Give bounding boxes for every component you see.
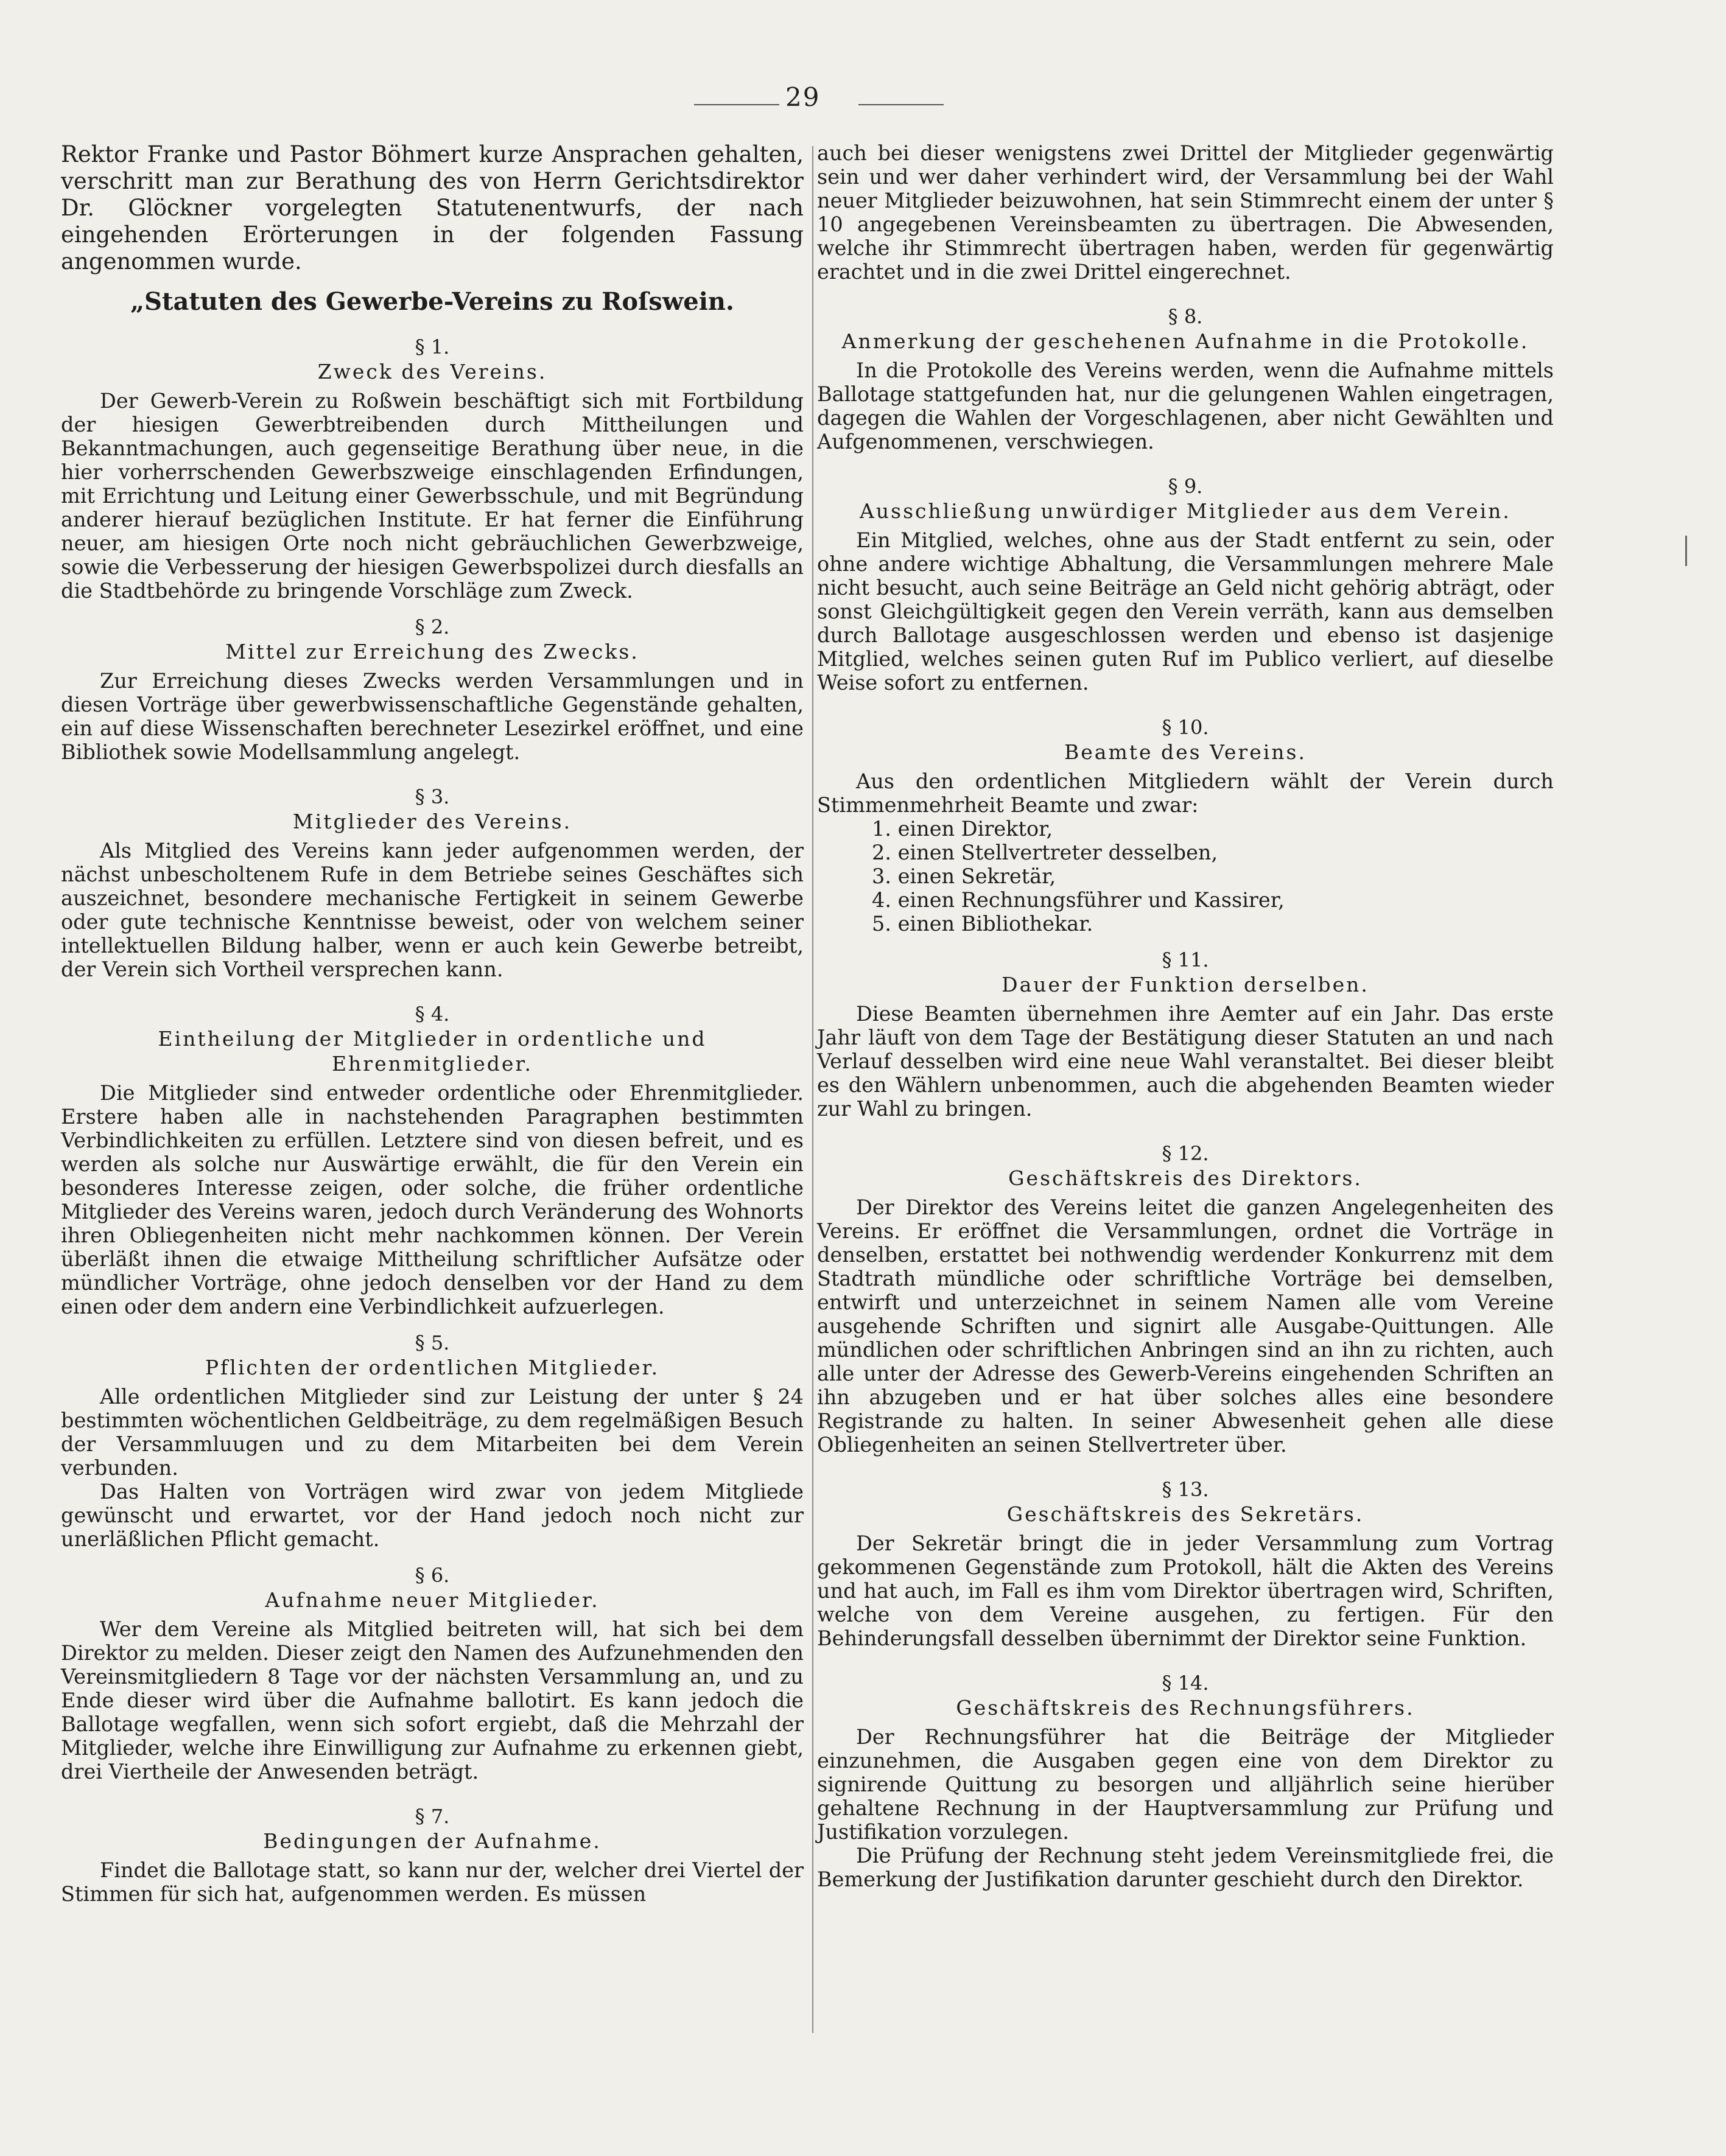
- section-10: [817, 715, 1554, 936]
- section-title: Bedingungen der Aufnahme.: [263, 1829, 602, 1853]
- list-item: 3. einen Sekretär,: [872, 864, 1056, 888]
- section-2: [61, 615, 804, 764]
- margin-mark: [1685, 536, 1692, 566]
- section-11: [817, 948, 1554, 1121]
- section-text: Der Direktor des Vereins leitet die ganzen Angelegenheiten des Vereins. Er eröffnet die Versammlungen, ordnet die Vorträge in denselben, erstattet bei nothwendig werdender Konkurrenz mit dem Stadtrath mündliche oder schriftliche Vorträge bei demselben, entwirft und unterzeichnet in seinem Namen alle vom Vereine ausgehende Schriften und signirt alle Ausgabe-Quittungen. Alle mündlichen oder schriftlichen Anbringen sind an ihn zu richten, auch alle unter der Adresse des Gewerb-Vereins eingehenden Schriften an ihn abzugeben und er hat über solches alles eine besondere Registrande zu halten. In seiner Abwesenheit gehen alle diese Obliegenheiten an seinen Stellvertreter über.: [817, 1195, 1554, 1457]
- section-text: Das Halten von Vorträgen wird zwar von jedem Mitgliede gewünscht und erwartet, vor der Hand jedoch noch nicht zur unerläßlichen Pflicht gemacht.: [61, 1480, 804, 1551]
- section-14: [817, 1671, 1554, 1891]
- section-text: Als Mitglied des Vereins kann jeder aufgenommen werden, der nächst unbescholtenem Rufe in dem Betriebe seines Geschäftes sich auszeichnet, besondere mechanische Fertigkeit in seinem Gewerbe oder gute technische Kenntnisse beweist, oder von welchem seiner intellektuellen Bildung halber, wenn er auch kein Gewerbe betreibt, der Verein sich Vortheil versprechen kann.: [61, 839, 804, 981]
- section-text: Findet die Ballotage statt, so kann nur der, welcher drei Viertel der Stimmen für sich hat, aufgenommen werden. Es müssen: [61, 1858, 804, 1906]
- section-text: Aus den ordentlichen Mitgliedern wählt der Verein durch Stimmenmehrheit Beamte und zwar:: [817, 769, 1554, 817]
- page-number: 29: [785, 82, 821, 112]
- section-8: [817, 304, 1554, 453]
- section-number: § 3.: [415, 785, 450, 808]
- list-item: 4. einen Rechnungsführer und Kassirer,: [872, 888, 1285, 912]
- section-text: Wer dem Vereine als Mitglied beitreten will, hat sich bei dem Direktor zu melden. Dieser zeigt den Namen des Aufzunehmenden den Vereinsmitgliedern 8 Tage vor der nächsten Versammlung an, und zu Ende dieser wird über die Aufnahme ballotirt. Es kann jedoch die Ballotage wegfallen, wenn sich sofort ergiebt, daß die Mehrzahl der Mitglieder, welche ihre Einwilligung zur Aufnahme zu erkennen giebt, drei Viertheile der Anwesenden beträgt.: [61, 1617, 804, 1783]
- section-number: § 5.: [415, 1331, 450, 1354]
- section-title: Eintheilung der Mitglieder in ordentliche und Ehrenmitglieder.: [158, 1027, 707, 1076]
- section-number: § 13.: [1162, 1478, 1209, 1501]
- section-number: § 4.: [415, 1003, 450, 1026]
- section-title: Dauer der Funktion derselben.: [1002, 973, 1369, 996]
- section-1: [61, 335, 804, 603]
- section-title: Zweck des Vereins.: [317, 360, 547, 383]
- section-text: Die Prüfung der Rechnung steht jedem Vereinsmitgliede frei, die Bemerkung der Justifikation darunter geschieht durch den Direktor.: [817, 1844, 1554, 1891]
- list-item: 2. einen Stellvertreter desselben,: [872, 841, 1218, 864]
- section-text: Ein Mitglied, welches, ohne aus der Stadt entfernt zu sein, oder ohne andere wichtige Abhaltung, die Versammlungen mehrere Male nicht besucht, auch seine Beiträge an Geld nicht gehörig abträgt, oder sonst Gleichgültigkeit gegen den Verein verräth, kann aus demselben durch Ballotage ausgeschlossen werden und ebenso ist dasjenige Mitglied, welches seinen guten Ruf im Publico verliert, auf dieselbe Weise sofort zu entfernen.: [817, 528, 1554, 695]
- section-title: Beamte des Vereins.: [1064, 740, 1307, 764]
- section-title: Geschäftskreis des Rechnungsführers.: [956, 1696, 1415, 1720]
- intro-paragraph: Rektor Franke und Pastor Böhmert kurze Ansprachen gehalten, verschritt man zur Berathung des von Herrn Gerichtsdirektor Dr. Glöckner vorgelegten Statutenentwurfs, der nach eingehenden Erörterungen in der folgenden Fassung angenommen wurde.: [61, 141, 804, 275]
- section-number: § 7.: [415, 1805, 450, 1828]
- section-text: Diese Beamten übernehmen ihre Aemter auf ein Jahr. Das erste Jahr läuft von dem Tage der Bestätigung dieser Statuten an und nach Verlauf desselben wird eine neue Wahl veranstaltet. Bei dieser bleibt es den Wählern unbenommen, auch die abgehenden Beamten wieder zur Wahl zu bringen.: [817, 1002, 1554, 1121]
- section-title: Pflichten der ordentlichen Mitglieder.: [205, 1356, 660, 1379]
- right-column: [817, 141, 1554, 1891]
- section-number: § 1.: [415, 335, 450, 359]
- section-text: Alle ordentlichen Mitglieder sind zur Leistung der unter § 24 bestimmten wöchentlichen Geldbeiträge, zu dem regelmäßigen Besuch der Versammluugen und zu dem Mitarbeiten bei dem Verein verbunden.: [61, 1385, 804, 1480]
- section-title: Geschäftskreis des Direktors.: [1008, 1166, 1363, 1190]
- header-rule-left: [694, 104, 779, 105]
- section-number: § 6.: [415, 1564, 450, 1587]
- left-column: [61, 141, 804, 1906]
- section-number: § 10.: [1162, 716, 1209, 739]
- section-text: Der Gewerb-Verein zu Roßwein beschäftigt sich mit Fortbildung der hiesigen Gewerbtreibenden durch Mittheilungen und Bekanntmachungen, auch gegenseitige Berathung über neue, in die hier vorherrschenden Gewerbszweige einschlagenden Erfindungen, mit Errichtung und Leitung einer Gewerbsschule, und mit Begründung anderer hierauf bezüglichen Institute. Er hat ferner die Einführung neuer, am hiesigen Orte noch nicht gebräuchlichen Gewerbzweige, sowie die Verbesserung der hiesigen Gewerbspolizei durch diesfalls an die Stadtbehörde zu bringende Vorschläge zum Zweck.: [61, 389, 804, 603]
- section-3: [61, 785, 804, 981]
- section-text: Der Rechnungsführer hat die Beiträge der Mitglieder einzunehmen, die Ausgaben gegen eine von dem Direktor zu signirende Quittung zu besorgen und alljährlich seine hierüber gehaltene Rechnung in der Hauptversammlung zur Prüfung und Justifikation vorzulegen.: [817, 1725, 1554, 1844]
- page-header: [0, 82, 1726, 119]
- section-6: [61, 1563, 804, 1783]
- section-title: Anmerkung der geschehenen Aufnahme in die Protokolle.: [841, 329, 1529, 353]
- section-title: Geschäftskreis des Sekretärs.: [1006, 1502, 1364, 1526]
- section-7: [61, 1804, 804, 1906]
- section-number: § 11.: [1162, 948, 1209, 971]
- section-title: Mittel zur Erreichung des Zwecks.: [225, 640, 639, 663]
- section-13: [817, 1477, 1554, 1650]
- statutes-title: „Statuten des Gewerbe-Vereins zu Roſswein.: [130, 287, 734, 316]
- section-number: § 12.: [1162, 1142, 1209, 1165]
- officer-list: [817, 817, 1554, 936]
- section-4: [61, 1002, 804, 1318]
- section-12: [817, 1141, 1554, 1457]
- column-divider: [812, 146, 813, 2033]
- list-item: 5. einen Bibliothekar.: [872, 912, 1093, 936]
- section-5: [61, 1331, 804, 1551]
- section-text: Zur Erreichung dieses Zwecks werden Versammlungen und in diesen Vorträge über gewerbwissenschaftliche Gegenstände gehalten, ein auf diese Wissenschaften berechneter Lesezirkel eröffnet, und eine Bibliothek sowie Modellsammlung angelegt.: [61, 669, 804, 764]
- section-7-continued: auch bei dieser wenigstens zwei Drittel der Mitglieder gegenwärtig sein und wer daher verhindert wird, der Versammlung bei der Wahl neuer Mitglieder beizuwohnen, hat sein Stimmrecht einem der unter § 10 angegebenen Vereinsbeamten zu übertragen. Die Abwesenden, welche ihr Stimmrecht übertragen haben, werden für gegenwärtig erachtet und in die zwei Drittel eingerechnet.: [817, 141, 1554, 284]
- section-text: In die Protokolle des Vereins werden, wenn die Aufnahme mittels Ballotage stattgefunden hat, nur die gelungenen Wahlen eingetragen, dagegen die Wahlen der Vorgeschlagenen, aber nicht Gewählten und Aufgenommenen, verschwiegen.: [817, 359, 1554, 453]
- section-title: Mitglieder des Vereins.: [292, 810, 572, 833]
- list-item: 1. einen Direktor,: [872, 817, 1053, 841]
- section-text: Die Mitglieder sind entweder ordentliche oder Ehrenmitglieder. Erstere haben alle in nachstehenden Paragraphen bestimmten Verbindlichkeiten zu erfüllen. Letztere sind von diesen befreit, und es werden als solche nur Auswärtige erwählt, die für den Verein ein besonderes Interesse zeigen, oder solche, die früher ordentliche Mitglieder des Vereins waren, jedoch durch Veränderung des Wohnorts ihren Obliegenheiten nicht mehr nachkommen können. Der Verein überläßt ihnen die etwaige Mittheilung schriftlicher Aufsätze oder mündlicher Vorträge, ohne jedoch denselben vor der Hand zu dem einen oder dem andern eine Verbindlichkeit aufzuerlegen.: [61, 1081, 804, 1318]
- section-number: § 9.: [1168, 475, 1203, 498]
- section-number: § 2.: [415, 615, 450, 639]
- section-text: Der Sekretär bringt die in jeder Versammlung zum Vortrag gekommenen Gegenstände zum Protokoll, hält die Akten des Vereins und hat auch, im Fall es ihm vom Direktor übertragen wird, Schriften, welche von dem Vereine ausgehen, zu fertigen. Für den Behinderungsfall desselben übernimmt der Direktor seine Funktion.: [817, 1531, 1554, 1650]
- section-number: § 14.: [1162, 1671, 1209, 1695]
- intro-section: [61, 141, 804, 275]
- section-title: Aufnahme neuer Mitglieder.: [265, 1588, 600, 1612]
- section-9: [817, 474, 1554, 695]
- header-rule-right: [858, 104, 944, 105]
- section-number: § 8.: [1168, 305, 1203, 328]
- section-title: Ausschließung unwürdiger Mitglieder aus dem Verein.: [860, 499, 1511, 523]
